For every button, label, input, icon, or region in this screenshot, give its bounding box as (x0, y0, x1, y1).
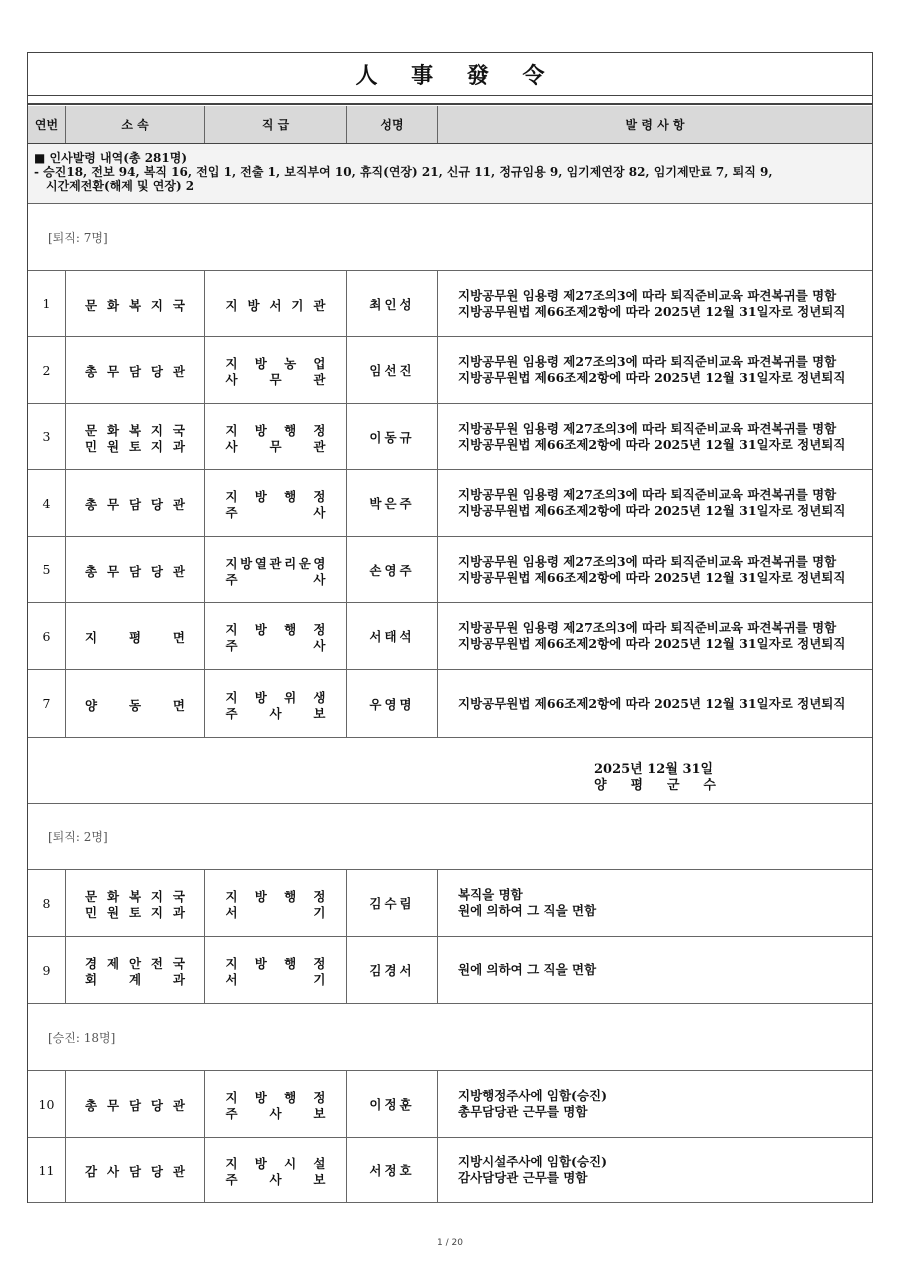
rank-line: 지 방 행 정 (225, 489, 326, 504)
department-line: 문 화 복 지 국 (85, 422, 185, 438)
row-department (66, 537, 205, 602)
summary-breakdown-cont: 시간제전환(해제 및 연장) 2 (46, 179, 195, 193)
summary-total: ■ 인사발령 내역(총 281명) (34, 151, 188, 165)
order-detail-line: 지방공무원법 제66조제2항에 따라 2025년 12월 31일자로 정년퇴직 (458, 695, 846, 711)
order-detail-line: 지방행정주사에 임함(승진) (458, 1088, 608, 1103)
department-line: 문 화 복 지 국 (85, 889, 185, 904)
rank-line: 지 방 행 정 (225, 889, 326, 904)
department-line: 총 무 담 당 관 (85, 1098, 185, 1113)
row-person-name: 김경서 (347, 937, 438, 1003)
row-person-name: 이동규 (347, 404, 438, 469)
order-detail-line: 지방공무원 임용령 제27조의3에 따라 퇴직준비교육 파견복귀를 명함 (458, 354, 837, 369)
rank-line: 주 사 보 (225, 1106, 326, 1121)
row-rank (205, 603, 347, 669)
rank-line: 지 방 시 설 (225, 1156, 326, 1171)
rank-line: 지 방 행 정 (225, 956, 326, 971)
row-number: 8 (28, 870, 66, 936)
order-detail-line: 지방공무원법 제66조제2항에 따라 2025년 12월 31일자로 정년퇴직 (458, 503, 846, 518)
table-row (28, 670, 872, 738)
order-detail-line: 지방공무원법 제66조제2항에 따라 2025년 12월 31일자로 정년퇴직 (458, 370, 846, 385)
table-row (28, 404, 872, 470)
signature-date: 2025년 12월 31일 (594, 762, 714, 777)
title-text: 人 事 發 令 (355, 62, 545, 89)
order-detail-line: 지방공무원법 제66조제2항에 따라 2025년 12월 31일자로 정년퇴직 (458, 636, 846, 651)
row-department (66, 271, 205, 336)
table-row (28, 937, 872, 1004)
col-dept: 소 속 (66, 106, 205, 143)
department-line: 총 무 담 당 관 (85, 364, 185, 379)
row-person-name: 우영명 (347, 670, 438, 737)
row-department (66, 937, 205, 1003)
row-person-name: 이정훈 (347, 1071, 438, 1137)
department-line: 감 사 담 당 관 (85, 1164, 185, 1179)
department-line: 회 계 과 (85, 972, 185, 987)
col-rank: 직 급 (205, 106, 347, 143)
order-detail-line: 지방공무원법 제66조제2항에 따라 2025년 12월 31일자로 정년퇴직 (458, 436, 846, 452)
row-rank (205, 337, 347, 403)
order-detail-line: 지방공무원 임용령 제27조의3에 따라 퇴직준비교육 파견복귀를 명함 (458, 620, 837, 635)
order-detail-line: 총무담당관 근무를 명함 (458, 1104, 588, 1119)
row-rank (205, 1071, 347, 1137)
row-department (66, 470, 205, 536)
row-number: 10 (28, 1071, 66, 1137)
section-label: [퇴직: 2명] (28, 804, 872, 870)
rank-line: 사 무 관 (225, 372, 326, 387)
row-rank (205, 870, 347, 936)
row-department (66, 603, 205, 669)
rank-line: 서 기 (225, 972, 326, 987)
table-row (28, 470, 872, 537)
department-line: 민 원 토 지 과 (85, 905, 185, 920)
row-number: 3 (28, 404, 66, 469)
signature-office: 양 평 군 수 (594, 778, 716, 793)
col-no: 연번 (28, 106, 66, 143)
table-row (28, 537, 872, 603)
row-number: 6 (28, 603, 66, 669)
row-person-name: 손영주 (347, 537, 438, 602)
rank-line: 사 무 관 (225, 438, 326, 454)
row-order-detail (438, 870, 872, 936)
signature-block (28, 738, 872, 804)
row-order-detail (438, 670, 872, 737)
row-order-detail (438, 1138, 872, 1202)
row-number: 7 (28, 670, 66, 737)
row-person-name: 박은주 (347, 470, 438, 536)
table-row (28, 1138, 872, 1203)
table-row (28, 603, 872, 670)
row-order-detail (438, 271, 872, 336)
order-detail-line: 지방공무원 임용령 제27조의3에 따라 퇴직준비교육 파견복귀를 명함 (458, 487, 837, 502)
rank-line: 지 방 위 생 (225, 689, 326, 705)
order-detail-line: 지방공무원 임용령 제27조의3에 따라 퇴직준비교육 파견복귀를 명함 (458, 420, 837, 436)
row-rank (205, 470, 347, 536)
row-number: 4 (28, 470, 66, 536)
row-order-detail (438, 1071, 872, 1137)
row-rank (205, 1138, 347, 1202)
rank-line: 주 사 (225, 505, 326, 520)
department-line: 양 동 면 (85, 697, 185, 713)
row-department (66, 337, 205, 403)
row-rank (205, 404, 347, 469)
personnel-order-sheet (27, 52, 873, 1203)
order-detail-line: 원에 의하여 그 직을 면함 (458, 903, 597, 918)
order-detail-line: 지방공무원 임용령 제27조의3에 따라 퇴직준비교육 파견복귀를 명함 (458, 287, 837, 303)
rank-line: 주 사 보 (225, 705, 326, 721)
rank-line: 지 방 서 기 관 (225, 297, 326, 313)
row-person-name: 서정호 (347, 1138, 438, 1202)
summary-breakdown: - 승진18, 전보 94, 복직 16, 전입 1, 전출 1, 보직부여 10, 휴직(연장) 21, 신규 11, 정규임용 9, 임기제연장 82, 임기제만료 7, 퇴직 9, (34, 165, 773, 179)
row-rank (205, 937, 347, 1003)
rank-line: 주 사 (225, 571, 326, 587)
order-detail-line: 원에 의하여 그 직을 면함 (458, 962, 597, 977)
rank-line: 지 방 행 정 (225, 422, 326, 438)
page-number: 1 / 20 (437, 1238, 463, 1248)
department-line: 총 무 담 당 관 (85, 563, 185, 579)
order-detail-line: 복직을 명함 (458, 887, 523, 902)
row-person-name: 서태석 (347, 603, 438, 669)
row-person-name: 김수림 (347, 870, 438, 936)
rank-line: 주 사 보 (225, 1172, 326, 1187)
department-line: 총 무 담 당 관 (85, 497, 185, 512)
order-detail-line: 감사담당관 근무를 명함 (458, 1170, 588, 1185)
row-department (66, 1138, 205, 1202)
row-rank (205, 271, 347, 336)
row-person-name: 최인성 (347, 271, 438, 336)
row-number: 1 (28, 271, 66, 336)
rank-line: 지 방 행 정 (225, 1090, 326, 1105)
row-rank (205, 537, 347, 602)
col-name: 성명 (347, 106, 438, 143)
row-person-name: 임선진 (347, 337, 438, 403)
row-department (66, 1071, 205, 1137)
row-order-detail (438, 937, 872, 1003)
department-line: 문 화 복 지 국 (85, 297, 185, 313)
row-order-detail (438, 537, 872, 602)
department-line: 지 평 면 (85, 630, 185, 645)
row-rank (205, 670, 347, 737)
row-order-detail (438, 337, 872, 403)
table-row (28, 271, 872, 337)
column-header (28, 106, 872, 144)
order-summary (28, 144, 872, 204)
row-department (66, 870, 205, 936)
row-number: 2 (28, 337, 66, 403)
department-line: 경 제 안 전 국 (85, 956, 185, 971)
row-number: 5 (28, 537, 66, 602)
row-order-detail (438, 603, 872, 669)
row-order-detail (438, 470, 872, 536)
table-row (28, 337, 872, 404)
row-order-detail (438, 404, 872, 469)
order-detail-line: 지방공무원법 제66조제2항에 따라 2025년 12월 31일자로 정년퇴직 (458, 569, 846, 585)
rank-line: 주 사 (225, 638, 326, 653)
row-department (66, 404, 205, 469)
row-number: 9 (28, 937, 66, 1003)
table-row (28, 870, 872, 937)
row-department (66, 670, 205, 737)
department-line: 민 원 토 지 과 (85, 438, 185, 454)
document-title (28, 53, 872, 95)
section-label: [승진: 18명] (28, 1004, 872, 1071)
rank-line: 지 방 농 업 (225, 356, 326, 371)
rank-line: 지 방 행 정 (225, 622, 326, 637)
order-detail-line: 지방공무원법 제66조제2항에 따라 2025년 12월 31일자로 정년퇴직 (458, 303, 846, 319)
table-row (28, 1071, 872, 1138)
col-detail: 발 령 사 항 (625, 118, 685, 132)
order-detail-line: 지방시설주사에 임함(승진) (458, 1154, 608, 1169)
title-separator (28, 95, 872, 105)
rank-line: 서 기 (225, 905, 326, 920)
rank-line: 지 방 열 관 리 운 영 (225, 555, 326, 571)
row-number: 11 (28, 1138, 66, 1202)
section-label: [퇴직: 7명] (28, 204, 872, 271)
order-detail-line: 지방공무원 임용령 제27조의3에 따라 퇴직준비교육 파견복귀를 명함 (458, 553, 837, 569)
